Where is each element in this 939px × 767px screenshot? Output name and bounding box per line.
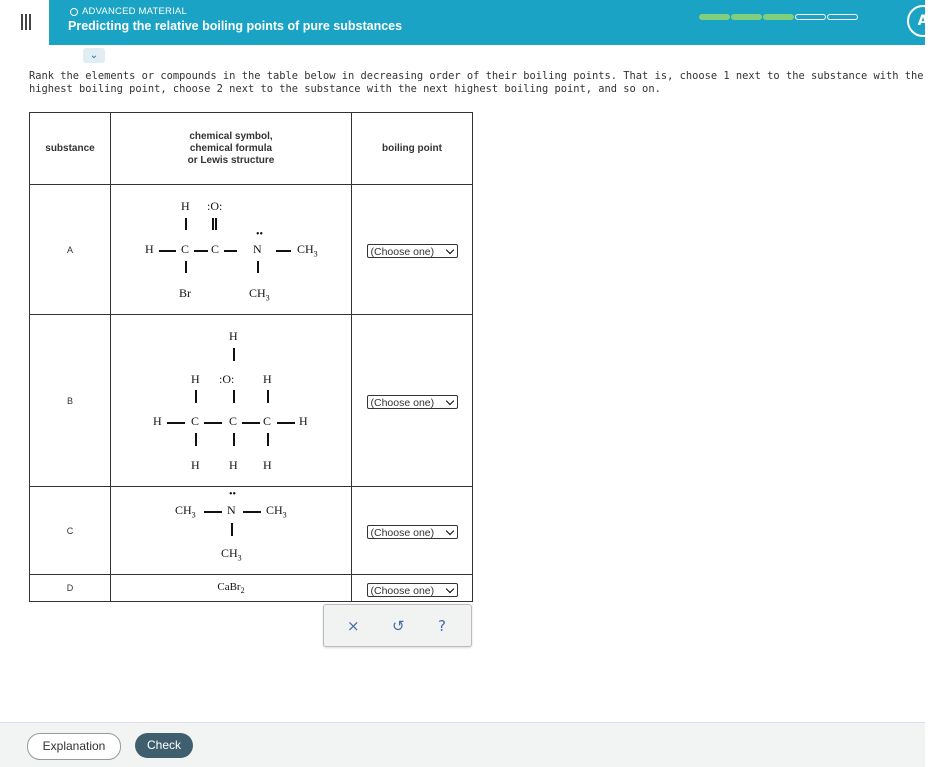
user-avatar[interactable]: A [907, 5, 939, 37]
answer-actions [323, 604, 472, 647]
substance-label: A [30, 185, 111, 315]
level-badge [70, 6, 187, 17]
circle-icon [70, 8, 78, 16]
help-icon[interactable]: ? [438, 617, 446, 635]
substance-label: B [30, 315, 111, 487]
progress-segment [699, 14, 730, 20]
table-row [30, 185, 473, 315]
progress-bar [699, 14, 858, 20]
substance-table [29, 112, 473, 602]
substance-label: D [30, 575, 111, 602]
lewis-structure-b: H H :O: H H C C C H H H H [111, 315, 352, 487]
formula-d: CaBr$_2$ [111, 575, 352, 602]
check-button[interactable]: Check [135, 733, 193, 758]
topic-title: Predicting the relative boiling points of pure substances [68, 19, 403, 33]
substance-label: C [30, 487, 111, 575]
progress-segment [795, 14, 826, 20]
table-row [30, 487, 473, 575]
header-boiling-point: boiling point [352, 113, 473, 185]
table-row [30, 575, 473, 602]
rank-select-b[interactable]: (Choose one) [367, 395, 458, 409]
question-prompt: Rank the elements or compounds in the table below in decreasing order of their boiling points. That is, choose 1 next to the substance with the highest boiling point, choose 2 next to the substance with the next highest boiling point, and so on. [29, 70, 924, 95]
boiling-point-cell [352, 185, 473, 315]
close-icon[interactable]: × [347, 617, 360, 635]
lewis-structure-c: •• $CH_3$ N $CH_3$ $CH_3$ [111, 487, 352, 575]
header-substance: substance [30, 113, 111, 185]
progress-segment [731, 14, 762, 20]
level-label: ADVANCED MATERIAL [82, 6, 187, 17]
top-bar [0, 0, 929, 45]
undo-icon[interactable]: ↺ [392, 617, 405, 635]
boiling-point-cell [352, 575, 473, 602]
progress-segment [763, 14, 794, 20]
menu-icon [21, 14, 23, 30]
boiling-point-cell [352, 315, 473, 487]
explanation-button[interactable]: Explanation [27, 733, 121, 760]
rank-select-d[interactable]: (Choose one) [367, 583, 458, 597]
table-row [30, 315, 473, 487]
rank-select-c[interactable]: (Choose one) [367, 525, 458, 539]
lewis-structure-a: H :O: H C C •• N $CH_3$ Br $CH_3$ [111, 185, 352, 315]
progress-segment [827, 14, 858, 20]
rank-select-a[interactable]: (Choose one) [367, 244, 458, 258]
header-symbol: chemical symbol, chemical formula or Lewis structure [111, 113, 352, 185]
collapse-button[interactable] [83, 48, 105, 63]
menu-button[interactable] [0, 0, 49, 45]
chevron-down-icon: ⌄ [89, 50, 99, 61]
boiling-point-cell [352, 487, 473, 575]
